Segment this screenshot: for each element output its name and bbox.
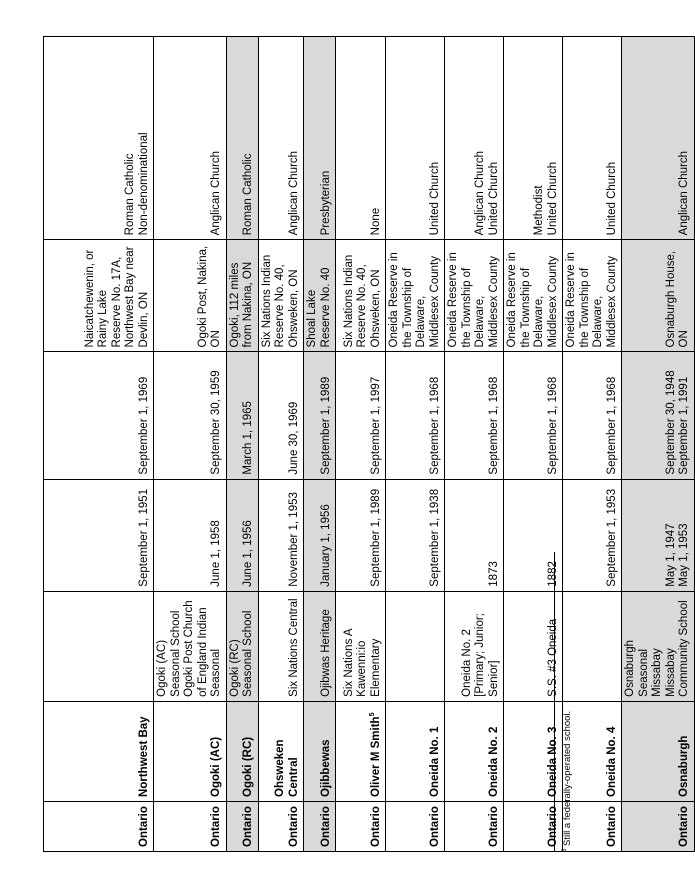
- address-text: Naicatchewenin, or Rainy Lake Reserve No. 17A, Northwest Bay near Devlin, ON: [83, 246, 150, 348]
- province-text: Ontario: [242, 806, 254, 847]
- address-text: Osnaburgh House, ON: [664, 250, 690, 348]
- table-row: [386, 37, 445, 852]
- closed-date-text: September 30, 1948 September 1, 1991: [664, 370, 690, 475]
- address-cell: [304, 240, 336, 352]
- location-cell: [386, 701, 445, 801]
- province-cell: [386, 801, 445, 851]
- closed-date-cell: [445, 352, 504, 479]
- address-text: Ogoki Post, Nakina, ON: [196, 245, 222, 348]
- location-cell: [336, 701, 386, 801]
- denomination-cell: [226, 37, 258, 240]
- location-text: Northwest Bay: [137, 716, 150, 797]
- location-text: Oneida No. 2: [487, 726, 500, 797]
- province-cell: [445, 801, 504, 851]
- school-name-cell: [445, 591, 504, 701]
- school-name-cell: [622, 591, 695, 701]
- location-text: Oliver M Smith: [369, 716, 382, 797]
- location-cell: [258, 701, 304, 801]
- denomination-text: Methodist United Church: [533, 161, 559, 236]
- address-text: Six Nations Indian Reserve No. 40, Ohsweken, ON: [260, 254, 300, 348]
- province-text: Ontario: [137, 806, 150, 847]
- footnote-reference: 5: [368, 712, 376, 717]
- table-row: [226, 37, 258, 852]
- table-row: [258, 37, 304, 852]
- opened-date-cell: [226, 479, 258, 591]
- address-cell: [258, 240, 304, 352]
- location-cell: [226, 701, 258, 801]
- closed-date-cell: [622, 352, 695, 479]
- opened-date-text: September 1, 1989: [369, 488, 382, 587]
- location-cell: [445, 701, 504, 801]
- denomination-text: Roman Catholic: [242, 153, 254, 236]
- closed-date-text: September 1, 1968: [605, 376, 618, 475]
- denomination-text: Anglican Church: [287, 150, 300, 236]
- closed-date-cell: [154, 352, 227, 479]
- province-text: Ontario: [678, 806, 690, 847]
- opened-date-cell: [622, 479, 695, 591]
- school-name-text: Ojibwas Heritage: [319, 609, 332, 697]
- address-cell: [154, 240, 227, 352]
- footnote: [562, 711, 573, 852]
- closed-date-text: September 1, 1989: [319, 376, 332, 475]
- address-cell: [622, 240, 695, 352]
- school-name-cell: [563, 591, 622, 701]
- opened-date-cell: [563, 479, 622, 591]
- opened-date-cell: [258, 479, 304, 591]
- closed-date-cell: [563, 352, 622, 479]
- closed-date-text: September 1, 1969: [137, 376, 150, 475]
- closed-date-cell: [386, 352, 445, 479]
- denomination-cell: [622, 37, 695, 240]
- address-cell: [445, 240, 504, 352]
- address-text: Oneida Reserve in the Township of Delaware, Middlesex County: [506, 252, 559, 348]
- opened-date-cell: [154, 479, 227, 591]
- province-cell: [304, 801, 336, 851]
- address-text: Six Nations Indian Reserve No. 40, Ohsweken, ON: [342, 254, 382, 348]
- province-text: Ontario: [319, 806, 332, 847]
- denomination-cell: [386, 37, 445, 240]
- denomination-cell: [304, 37, 336, 240]
- table-row: [445, 37, 504, 852]
- opened-date-cell: [386, 479, 445, 591]
- denomination-cell: [258, 37, 304, 240]
- denomination-text: Presbyterian: [319, 170, 332, 236]
- school-name-cell: [304, 591, 336, 701]
- location-cell: [304, 701, 336, 801]
- address-cell: [563, 240, 622, 352]
- closed-date-cell: [304, 352, 336, 479]
- denomination-text: None: [369, 207, 382, 236]
- denomination-cell: [504, 37, 563, 240]
- opened-date-text: June 1, 1956: [242, 520, 254, 587]
- province-text: Ontario: [546, 806, 559, 847]
- school-name-cell: [226, 591, 258, 701]
- table-row: [304, 37, 336, 852]
- location-text: Ojibbewas: [319, 739, 332, 797]
- denomination-text: United Church: [605, 161, 618, 236]
- province-cell: [44, 801, 154, 851]
- province-cell: [622, 801, 695, 851]
- closed-date-cell: [258, 352, 304, 479]
- closed-date-text: September 1, 1968: [428, 376, 441, 475]
- opened-date-text: September 1, 1938: [428, 488, 441, 587]
- table-body: [44, 37, 695, 852]
- denomination-text: Anglican Church United Church: [474, 150, 500, 236]
- school-name-cell: [258, 591, 304, 701]
- address-text: Ogoki, 112 miles from Nakina, ON: [228, 261, 254, 348]
- address-text: Oneida Reserve in the Township of Delaware, Middlesex County: [388, 252, 441, 348]
- province-cell: [154, 801, 227, 851]
- address-cell: [336, 240, 386, 352]
- school-name-text: Ogoki (AC) Seasonal School Ogoki Post Church of England Indian Seasonal: [156, 600, 222, 697]
- closed-date-cell: [226, 352, 258, 479]
- school-name-text: Osnaburgh Seasonal Missabay Missabay Community School: [624, 600, 690, 697]
- denomination-cell: [154, 37, 227, 240]
- province-text: Ontario: [287, 806, 300, 847]
- opened-date-text: November 1, 1953: [287, 492, 300, 587]
- location-text: Ogoki (RC): [242, 736, 254, 797]
- school-name-text: Oneida No. 2 [Primary; Junior; Senior]: [460, 613, 500, 697]
- address-cell: [504, 240, 563, 352]
- table-row: [336, 37, 386, 852]
- opened-date-text: September 1, 1953: [605, 488, 618, 587]
- province-text: Ontario: [210, 806, 222, 847]
- footnote-divider: [554, 552, 555, 852]
- denomination-cell: [44, 37, 154, 240]
- address-cell: [44, 240, 154, 352]
- school-name-text: Ogoki (RC) Seasonal School: [228, 610, 254, 697]
- location-text: Osnaburgh: [678, 735, 690, 797]
- closed-date-cell: [44, 352, 154, 479]
- footnote-text: Still a federally-operated school.: [562, 710, 573, 847]
- province-text: Ontario: [605, 806, 618, 847]
- denomination-cell: [563, 37, 622, 240]
- location-text: Oneida No. 4: [605, 726, 618, 797]
- schools-table: [43, 36, 695, 852]
- closed-date-cell: [504, 352, 563, 479]
- opened-date-text: May 1, 1947 May 1, 1953: [664, 523, 690, 587]
- address-text: Shoal Lake Reserve No. 40: [306, 267, 332, 348]
- location-cell: [44, 701, 154, 801]
- address-cell: [226, 240, 258, 352]
- opened-date-cell: [445, 479, 504, 591]
- location-text: Ogoki (AC): [210, 736, 222, 797]
- denomination-cell: [445, 37, 504, 240]
- denomination-cell: [336, 37, 386, 240]
- location-cell: [154, 701, 227, 801]
- footnote-marker: 5: [561, 848, 568, 852]
- opened-date-text: January 1, 1956: [319, 504, 332, 587]
- opened-date-cell: [304, 479, 336, 591]
- location-text: Ohsweken Central: [274, 739, 300, 797]
- location-cell: [622, 701, 695, 801]
- table-row: [44, 37, 154, 852]
- school-name-cell: [386, 591, 445, 701]
- address-text: Oneida Reserve in the Township of Delaware, Middlesex County: [565, 252, 618, 348]
- province-text: Ontario: [428, 806, 441, 847]
- province-text: Ontario: [369, 806, 382, 847]
- closed-date-text: September 30, 1959: [210, 370, 222, 475]
- school-name-cell: [336, 591, 386, 701]
- opened-date-text: September 1, 1951: [137, 488, 150, 587]
- location-text: Oneida No. 1: [428, 726, 441, 797]
- address-cell: [386, 240, 445, 352]
- address-text: Oneida Reserve in the Township of Delaware, Middlesex County: [447, 252, 500, 348]
- closed-date-text: September 1, 1997: [369, 376, 382, 475]
- school-name-text: Six Nations Central: [287, 598, 300, 697]
- denomination-text: Roman Catholic Non-denominational: [124, 132, 150, 236]
- opened-date-text: 1873: [487, 561, 500, 587]
- province-cell: [336, 801, 386, 851]
- opened-date-cell: [336, 479, 386, 591]
- table-row: [154, 37, 227, 852]
- denomination-text: Anglican Church: [678, 150, 690, 236]
- opened-date-text: June 1, 1958: [210, 520, 222, 587]
- closed-date-cell: [336, 352, 386, 479]
- school-name-cell: [44, 591, 154, 701]
- closed-date-text: September 1, 1968: [546, 376, 559, 475]
- school-name-cell: [154, 591, 227, 701]
- closed-date-text: June 30, 1969: [287, 401, 300, 475]
- province-cell: [226, 801, 258, 851]
- closed-date-text: March 1, 1965: [242, 401, 254, 475]
- closed-date-text: September 1, 1968: [487, 376, 500, 475]
- location-text: Oneida No. 3: [546, 726, 559, 797]
- denomination-text: Anglican Church: [210, 150, 222, 236]
- school-name-text: Six Nations A Kawenni:io Elementary: [342, 629, 382, 697]
- denomination-text: United Church: [428, 161, 441, 236]
- opened-date-text: 1882: [546, 561, 559, 587]
- province-text: Ontario: [487, 806, 500, 847]
- opened-date-cell: [44, 479, 154, 591]
- table-row: [622, 37, 695, 852]
- school-name-text: S.S. #3 Oneida: [546, 618, 559, 697]
- province-cell: [258, 801, 304, 851]
